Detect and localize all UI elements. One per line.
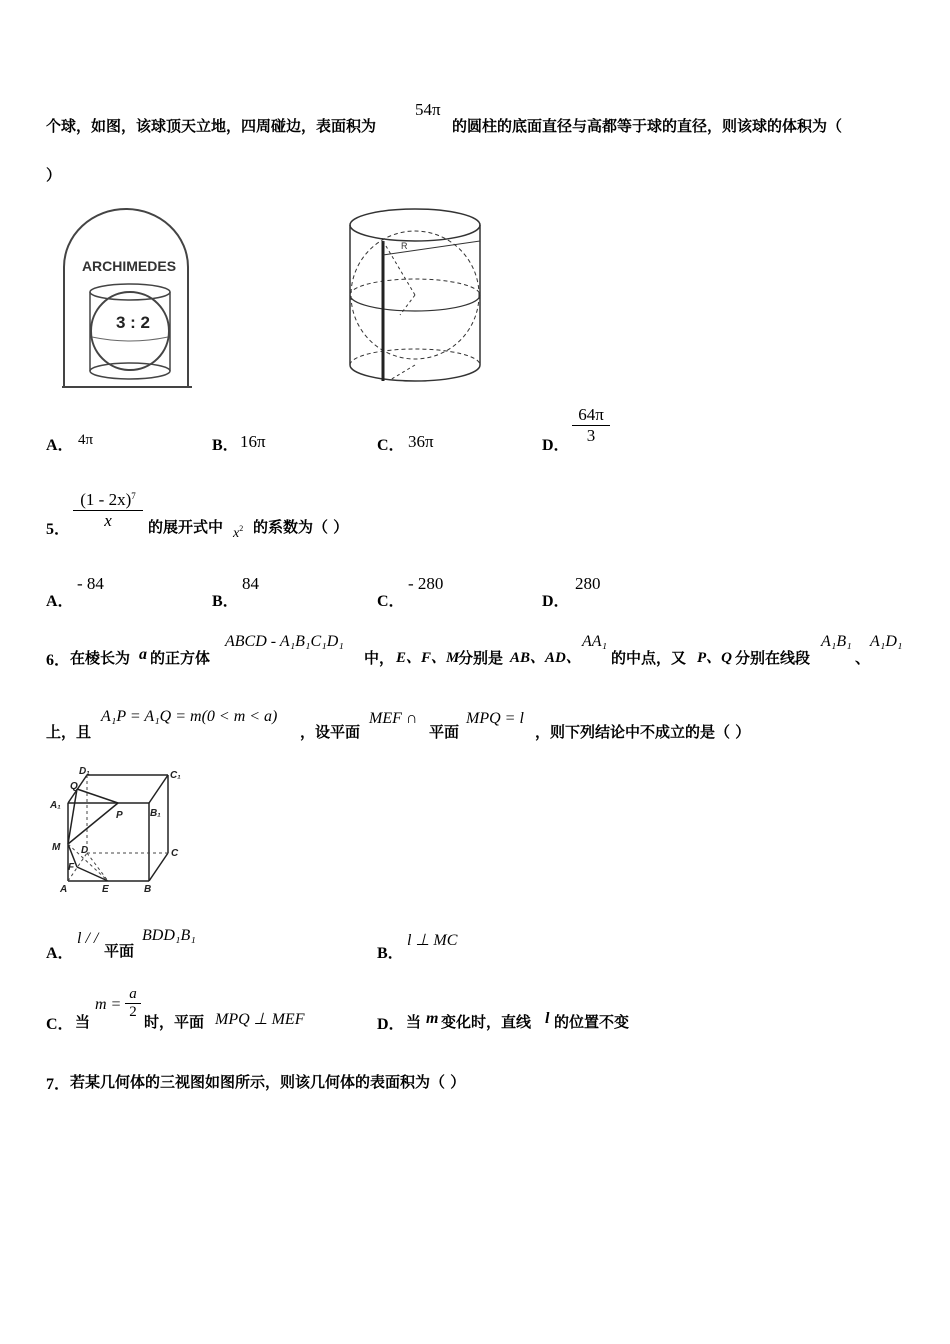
cube-label-e: E [102,884,109,895]
q5-option-a-label: A． [46,593,74,610]
q4-option-b-value: 16π [240,432,266,451]
q6-option-c-numerator: a [129,986,137,1002]
q7-number: 7． [46,1076,71,1093]
cube-label-f: F [68,862,75,873]
q6-option-b-math: l ⊥ MC [407,932,458,949]
q5-option-a-value: - 84 [77,574,104,593]
q4-option-c-label: C． [377,437,405,454]
q5-fraction [73,490,143,531]
q5-exponent: 7 [131,491,136,501]
cube-label-d: D [81,845,89,856]
q6-line2-text-2: ，设平面 [300,723,361,741]
cylinder-sphere-figure [340,205,490,390]
cylinder-radius-label: R [401,241,408,251]
q6-line2-text-1: 上，且 [46,723,92,741]
q4-line1-text-b: 的圆柱的底面直径与高都等于球的直径，则该球的体积为（ [452,117,843,135]
cube-label-p: P [116,810,123,821]
cube-label-d1: D₁ [79,766,90,777]
cube-label-a: A [60,884,68,895]
q6-option-c-text-1: 当 [75,1013,91,1031]
q6-option-d-text-2: 变化时，直线 [441,1013,532,1031]
q4-option-d-numerator: 64π [578,405,604,424]
q7-text: 若某几何体的三视图如图所示，则该几何体的表面积为（ ） [70,1073,466,1091]
tomb-inscription: ARCHIMEDES [81,258,177,274]
q5-option-c-label: C． [377,593,405,610]
q6-option-c-m: m = [95,996,122,1013]
q6-option-d-m: m [426,1010,439,1027]
q6-condition: A₁P = A₁Q = m(0 < m < a) [101,708,278,725]
q6-option-c-fraction [125,986,141,1021]
q4-option-c-value: 36π [408,432,434,451]
cube-label-b1: B₁ [150,808,161,819]
q6-edge-a: a [139,646,147,663]
q5-denominator: x [73,510,143,531]
tomb-ratio: 3 : 2 [115,313,151,332]
cube-figure [46,762,196,897]
q6-plane-mpq: MPQ = l [466,710,524,727]
q6-number: 6． [46,652,71,669]
q6-text-1: 在棱长为 [70,649,131,667]
q6-option-c-math: MPQ ⊥ MEF [215,1011,305,1028]
cube-label-b: B [144,884,152,895]
q6-option-a-plane: BDD₁B₁ [142,927,196,944]
q6-option-c-text-2: 时，平面 [144,1013,205,1031]
q4-line1-text-a: 个球，如图，该球顶天立地，四周碰边，表面积为 [46,117,377,135]
q6-cube-name: ABCD - A₁B₁C₁D₁ [225,633,344,650]
q6-points-pq: P、Q [697,650,732,666]
q5-option-d-label: D． [542,593,570,610]
q4-option-d-denominator: 3 [572,425,610,446]
q4-option-a-value: 4π [78,432,94,448]
q5-numerator: (1 - 2x) [80,490,132,509]
q6-option-a-label: A． [46,945,74,962]
q6-separator: 、 [855,649,871,667]
q6-edge-aa1: AA₁ [582,633,608,650]
cube-label-m: M [52,842,61,853]
q4-option-d-fraction [572,405,610,446]
q5-x: x [233,526,240,541]
q5-text-a: 的展开式中 [148,518,224,536]
q6-edges-ab-ad: AB、AD、 [510,650,581,666]
q5-text-b: 的系数为（ ） [253,518,349,536]
q4-option-d-label: D． [542,437,570,454]
q5-x-squared [233,522,243,542]
q6-option-c-denominator: 2 [125,1003,141,1021]
q6-option-d-label: D． [377,1016,405,1033]
q4-option-b-label: B． [212,437,239,454]
q6-segment-a1b1: A₁B₁ [821,633,852,650]
q6-text-2: 的正方体 [150,649,211,667]
q5-option-b-value: 84 [242,574,259,593]
q6-option-d-text-3: 的位置不变 [554,1013,630,1031]
q6-plane-mef: MEF ∩ [369,710,418,727]
q6-text-4: 分别是 [458,649,504,667]
q6-option-d-l: l [545,1010,550,1027]
cube-label-q: Q [70,781,78,792]
q6-option-a-text: 平面 [104,942,135,960]
q6-text-3: 中， [364,649,395,667]
q5-option-b-label: B． [212,593,239,610]
q4-line2-text: ） [46,166,62,184]
q5-x-exp: 2 [239,524,244,533]
q6-line2-text-4: ，则下列结论中不成立的是（ ） [535,723,751,741]
cube-label-c: C [171,848,179,859]
q6-option-c-label: C． [46,1016,74,1033]
q6-line2-text-3: 平面 [429,723,460,741]
q5-option-c-value: - 280 [408,574,444,593]
q5-number: 5． [46,521,71,538]
q6-option-a-math: l / / [77,930,99,947]
q6-text-5: 的中点，又 [611,649,687,667]
cube-label-c1: C₁ [170,770,181,781]
q6-option-b-label: B． [377,945,404,962]
q5-option-d-value: 280 [575,574,601,593]
q6-text-6: 分别在线段 [735,649,811,667]
q6-points-efm: E、F、M [396,650,460,666]
q6-option-d-text-1: 当 [406,1013,422,1031]
archimedes-tomb-figure [56,205,206,390]
q4-area-value: 54π [415,100,441,119]
q6-segment-a1d1: A₁D₁ [870,633,903,650]
q4-option-a-label: A． [46,437,74,454]
cube-label-a1: A₁ [50,800,61,811]
